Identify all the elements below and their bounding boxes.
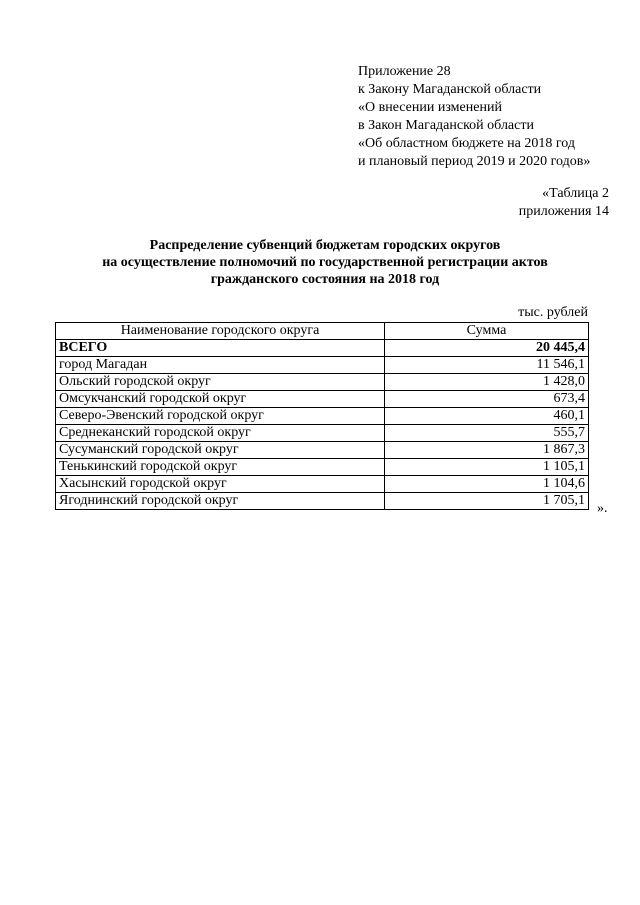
amount-cell: 1 104,6 [385, 476, 589, 493]
closing-quote: ». [597, 501, 608, 516]
amount-cell: 1 867,3 [385, 442, 589, 459]
district-name-cell: Ягоднинский городской округ [56, 493, 385, 510]
title-line: Распределение субвенций бюджетам городских округов [149, 238, 501, 253]
amount-cell: 1 105,1 [385, 459, 589, 476]
district-name-cell: Тенькинский городской округ [56, 459, 385, 476]
district-name-cell: Ольский городской округ [56, 374, 385, 391]
table-reference [519, 185, 609, 221]
table-row [56, 459, 589, 476]
appendix-line: Приложение 28 [358, 64, 451, 79]
amount-cell: 555,7 [385, 425, 589, 442]
district-name-cell: город Магадан [56, 357, 385, 374]
table-reference-line: приложения 14 [518, 204, 609, 219]
table-reference-line: «Таблица 2 [542, 186, 609, 201]
district-name-cell: Сусуманский городской округ [56, 442, 385, 459]
appendix-line: «Об областном бюджете на 2018 год [358, 136, 575, 151]
amount-cell: 460,1 [385, 408, 589, 425]
table-row [56, 425, 589, 442]
appendix-block [358, 63, 590, 171]
district-name-cell: Омсукчанский городской округ [56, 391, 385, 408]
title-line: на осуществление полномочий по государственной регистрации актов [102, 255, 548, 270]
total-row [56, 340, 589, 357]
amount-cell: 1 705,1 [385, 493, 589, 510]
appendix-line: «О внесении изменений [358, 100, 502, 115]
total-value: 20 445,4 [385, 340, 589, 357]
appendix-line: в Закон Магаданской области [358, 118, 534, 133]
appendix-line: и плановый период 2019 и 2020 годов» [358, 154, 591, 169]
table-row [56, 357, 589, 374]
appendix-line: к Закону Магаданской области [358, 82, 542, 97]
amount-cell: 673,4 [385, 391, 589, 408]
units-label: тыс. рублей [518, 305, 588, 320]
district-name-cell: Хасынский городской округ [56, 476, 385, 493]
header-district-name: Наименование городского округа [56, 323, 385, 340]
header-amount: Сумма [385, 323, 589, 340]
table-row [56, 476, 589, 493]
amount-cell: 11 546,1 [385, 357, 589, 374]
title-line: гражданского состояния на 2018 год [210, 272, 440, 287]
total-label: ВСЕГО [56, 340, 385, 357]
amount-cell: 1 428,0 [385, 374, 589, 391]
table-row [56, 442, 589, 459]
district-name-cell: Северо-Эвенский городской округ [56, 408, 385, 425]
table-row [56, 493, 589, 510]
table-row [56, 391, 589, 408]
district-name-cell: Среднеканский городской округ [56, 425, 385, 442]
table-header-row [56, 323, 589, 340]
document-title [40, 237, 610, 288]
distribution-table [55, 322, 589, 510]
table-row [56, 374, 589, 391]
table-row [56, 408, 589, 425]
